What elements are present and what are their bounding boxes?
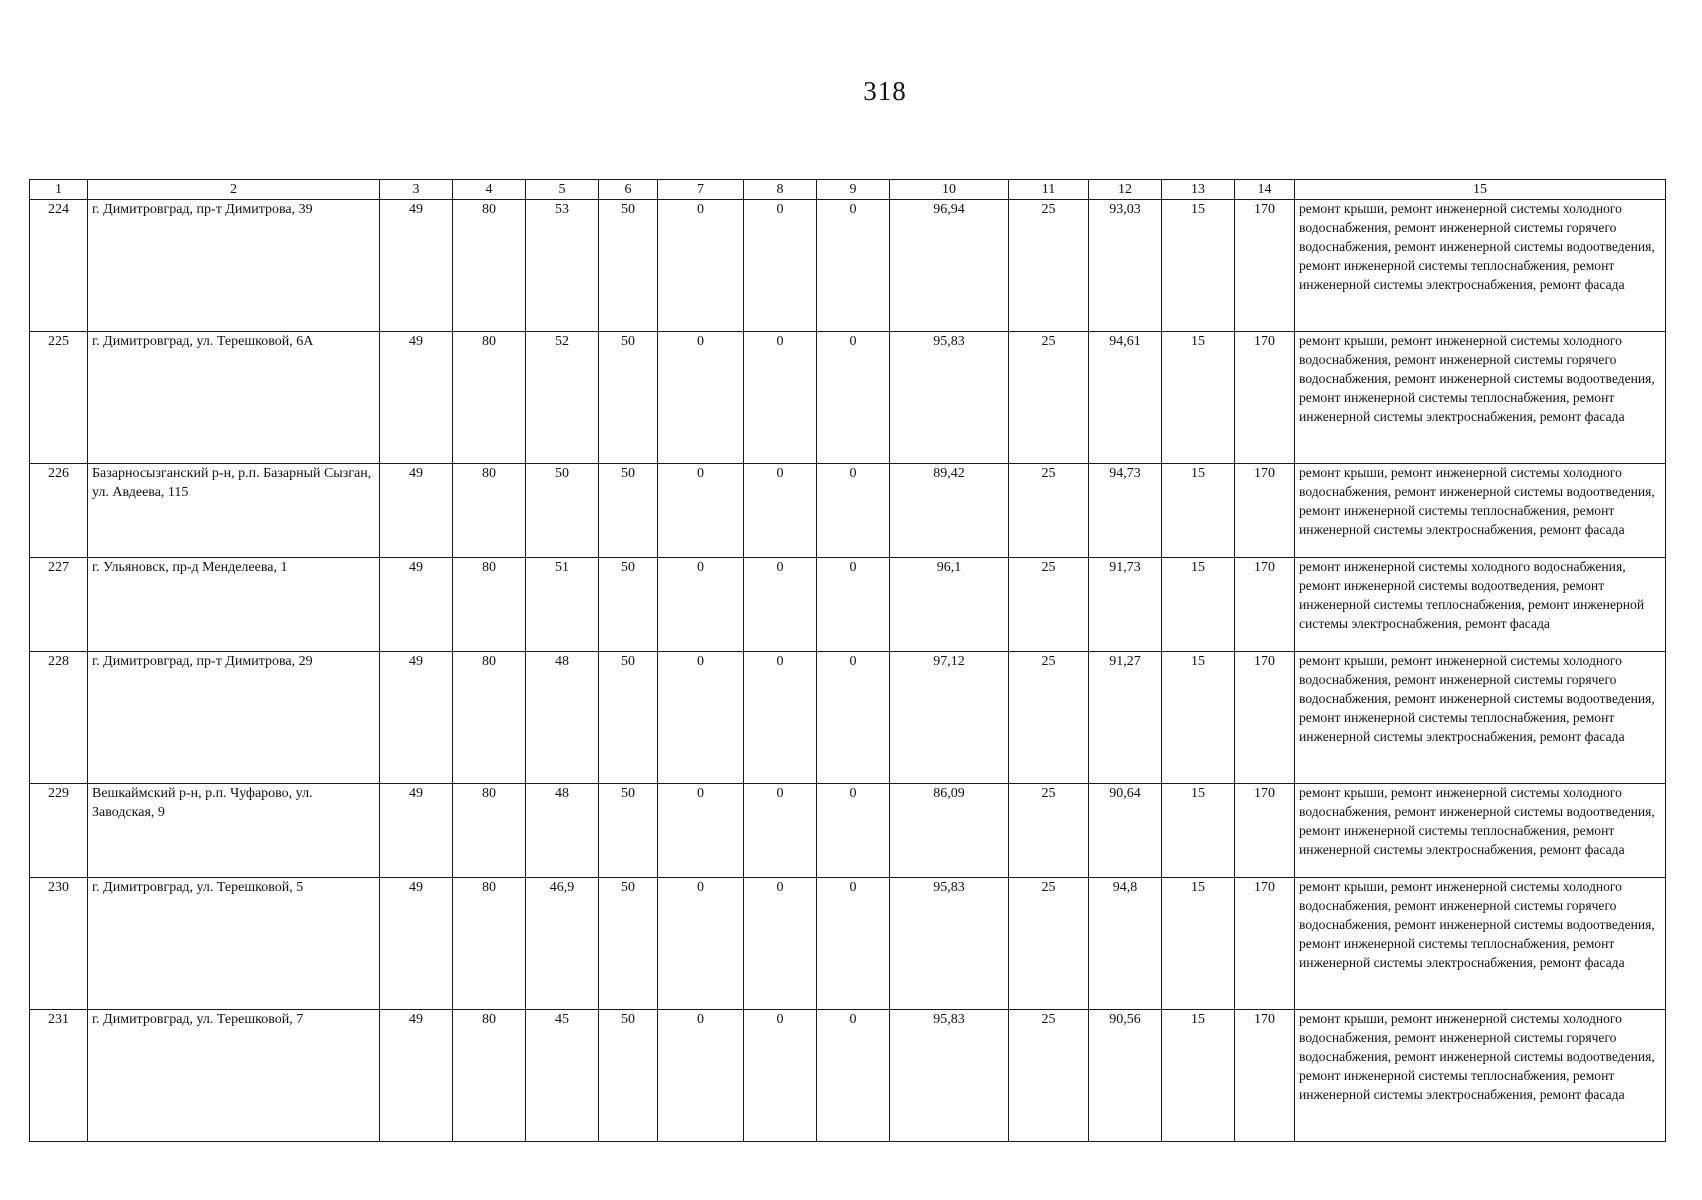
value-cell: 25 <box>1009 652 1089 784</box>
column-header: 15 <box>1295 180 1666 200</box>
value-cell: 50 <box>599 332 658 464</box>
value-cell: 0 <box>744 464 817 558</box>
column-header: 3 <box>380 180 453 200</box>
column-header: 5 <box>526 180 599 200</box>
value-cell: 25 <box>1009 332 1089 464</box>
value-cell: 170 <box>1235 558 1295 652</box>
row-number: 231 <box>30 1010 88 1142</box>
value-cell: 0 <box>744 332 817 464</box>
value-cell: 80 <box>453 200 526 332</box>
address-cell: г. Димитровград, ул. Терешковой, 6А <box>88 332 380 464</box>
value-cell: 170 <box>1235 1010 1295 1142</box>
value-cell: 15 <box>1162 878 1235 1010</box>
row-number: 227 <box>30 558 88 652</box>
value-cell: 170 <box>1235 878 1295 1010</box>
value-cell: 0 <box>744 200 817 332</box>
value-cell: 50 <box>599 1010 658 1142</box>
value-cell: 80 <box>453 878 526 1010</box>
value-cell: 0 <box>744 558 817 652</box>
value-cell: 50 <box>599 558 658 652</box>
value-cell: 15 <box>1162 1010 1235 1142</box>
works-cell: ремонт крыши, ремонт инженерной системы холодного водоснабжения, ремонт инженерной системы водоотведения, ремонт инженерной системы теплоснабжения, ремонт инженерной системы электроснабжения, ремонт фасада <box>1295 784 1666 878</box>
column-header: 9 <box>817 180 890 200</box>
value-cell: 50 <box>599 200 658 332</box>
value-cell: 15 <box>1162 558 1235 652</box>
table-row <box>30 1010 1666 1142</box>
value-cell: 170 <box>1235 332 1295 464</box>
table-row <box>30 200 1666 332</box>
row-number: 230 <box>30 878 88 1010</box>
value-cell: 53 <box>526 200 599 332</box>
works-cell: ремонт крыши, ремонт инженерной системы холодного водоснабжения, ремонт инженерной системы горячего водоснабжения, ремонт инженерной системы водоотведения, ремонт инженерной системы теплоснабжения, ремонт инженерной системы электроснабжения, ремонт фасада <box>1295 878 1666 1010</box>
address-cell: Базарносызганский р-н, р.п. Базарный Сызган, ул. Авдеева, 115 <box>88 464 380 558</box>
value-cell: 96,94 <box>890 200 1009 332</box>
works-cell: ремонт крыши, ремонт инженерной системы холодного водоснабжения, ремонт инженерной системы водоотведения, ремонт инженерной системы теплоснабжения, ремонт инженерной системы электроснабжения, ремонт фасада <box>1295 464 1666 558</box>
row-number: 226 <box>30 464 88 558</box>
value-cell: 49 <box>380 464 453 558</box>
value-cell: 91,27 <box>1089 652 1162 784</box>
value-cell: 97,12 <box>890 652 1009 784</box>
column-header: 2 <box>88 180 380 200</box>
value-cell: 0 <box>744 784 817 878</box>
value-cell: 46,9 <box>526 878 599 1010</box>
table-row <box>30 558 1666 652</box>
value-cell: 95,83 <box>890 878 1009 1010</box>
value-cell: 25 <box>1009 878 1089 1010</box>
value-cell: 15 <box>1162 464 1235 558</box>
value-cell: 50 <box>599 878 658 1010</box>
address-cell: г. Димитровград, пр-т Димитрова, 29 <box>88 652 380 784</box>
value-cell: 170 <box>1235 784 1295 878</box>
table-row <box>30 784 1666 878</box>
value-cell: 96,1 <box>890 558 1009 652</box>
value-cell: 170 <box>1235 464 1295 558</box>
column-header: 10 <box>890 180 1009 200</box>
value-cell: 170 <box>1235 200 1295 332</box>
value-cell: 0 <box>817 558 890 652</box>
value-cell: 86,09 <box>890 784 1009 878</box>
value-cell: 0 <box>817 652 890 784</box>
value-cell: 49 <box>380 652 453 784</box>
value-cell: 94,61 <box>1089 332 1162 464</box>
value-cell: 49 <box>380 878 453 1010</box>
value-cell: 0 <box>658 1010 744 1142</box>
value-cell: 0 <box>817 200 890 332</box>
value-cell: 91,73 <box>1089 558 1162 652</box>
value-cell: 50 <box>526 464 599 558</box>
value-cell: 0 <box>744 878 817 1010</box>
value-cell: 25 <box>1009 464 1089 558</box>
address-cell: г. Димитровград, ул. Терешковой, 7 <box>88 1010 380 1142</box>
column-header: 7 <box>658 180 744 200</box>
value-cell: 0 <box>658 784 744 878</box>
value-cell: 0 <box>817 1010 890 1142</box>
table-row <box>30 332 1666 464</box>
value-cell: 50 <box>599 652 658 784</box>
value-cell: 15 <box>1162 200 1235 332</box>
value-cell: 0 <box>658 200 744 332</box>
value-cell: 25 <box>1009 784 1089 878</box>
column-header: 14 <box>1235 180 1295 200</box>
value-cell: 52 <box>526 332 599 464</box>
table-row <box>30 652 1666 784</box>
value-cell: 0 <box>658 464 744 558</box>
value-cell: 0 <box>817 878 890 1010</box>
value-cell: 90,64 <box>1089 784 1162 878</box>
value-cell: 0 <box>658 558 744 652</box>
value-cell: 80 <box>453 464 526 558</box>
row-number: 228 <box>30 652 88 784</box>
value-cell: 80 <box>453 332 526 464</box>
value-cell: 25 <box>1009 558 1089 652</box>
value-cell: 0 <box>817 332 890 464</box>
value-cell: 80 <box>453 784 526 878</box>
value-cell: 49 <box>380 200 453 332</box>
value-cell: 45 <box>526 1010 599 1142</box>
works-cell: ремонт крыши, ремонт инженерной системы холодного водоснабжения, ремонт инженерной системы горячего водоснабжения, ремонт инженерной системы водоотведения, ремонт инженерной системы теплоснабжения, ремонт инженерной системы электроснабжения, ремонт фасада <box>1295 332 1666 464</box>
value-cell: 25 <box>1009 1010 1089 1142</box>
value-cell: 0 <box>817 464 890 558</box>
value-cell: 48 <box>526 652 599 784</box>
value-cell: 93,03 <box>1089 200 1162 332</box>
value-cell: 80 <box>453 1010 526 1142</box>
value-cell: 49 <box>380 784 453 878</box>
column-header: 11 <box>1009 180 1089 200</box>
works-cell: ремонт крыши, ремонт инженерной системы холодного водоснабжения, ремонт инженерной системы горячего водоснабжения, ремонт инженерной системы водоотведения, ремонт инженерной системы теплоснабжения, ремонт инженерной системы электроснабжения, ремонт фасада <box>1295 1010 1666 1142</box>
value-cell: 50 <box>599 464 658 558</box>
value-cell: 0 <box>817 784 890 878</box>
column-header: 8 <box>744 180 817 200</box>
column-header: 4 <box>453 180 526 200</box>
value-cell: 80 <box>453 558 526 652</box>
value-cell: 51 <box>526 558 599 652</box>
value-cell: 0 <box>658 878 744 1010</box>
works-cell: ремонт крыши, ремонт инженерной системы холодного водоснабжения, ремонт инженерной системы горячего водоснабжения, ремонт инженерной системы водоотведения, ремонт инженерной системы теплоснабжения, ремонт инженерной системы электроснабжения, ремонт фасада <box>1295 652 1666 784</box>
row-number: 224 <box>30 200 88 332</box>
value-cell: 94,73 <box>1089 464 1162 558</box>
value-cell: 15 <box>1162 784 1235 878</box>
value-cell: 95,83 <box>890 1010 1009 1142</box>
value-cell: 48 <box>526 784 599 878</box>
table-row <box>30 878 1666 1010</box>
value-cell: 90,56 <box>1089 1010 1162 1142</box>
row-number: 225 <box>30 332 88 464</box>
column-header: 6 <box>599 180 658 200</box>
page-number: 318 <box>863 76 907 106</box>
address-cell: Вешкаймский р-н, р.п. Чуфарово, ул. Заводская, 9 <box>88 784 380 878</box>
value-cell: 80 <box>453 652 526 784</box>
value-cell: 89,42 <box>890 464 1009 558</box>
value-cell: 0 <box>658 332 744 464</box>
value-cell: 15 <box>1162 332 1235 464</box>
value-cell: 50 <box>599 784 658 878</box>
value-cell: 0 <box>658 652 744 784</box>
address-cell: г. Димитровград, пр-т Димитрова, 39 <box>88 200 380 332</box>
column-header: 12 <box>1089 180 1162 200</box>
column-header: 13 <box>1162 180 1235 200</box>
column-header: 1 <box>30 180 88 200</box>
value-cell: 49 <box>380 1010 453 1142</box>
value-cell: 25 <box>1009 200 1089 332</box>
address-cell: г. Димитровград, ул. Терешковой, 5 <box>88 878 380 1010</box>
value-cell: 95,83 <box>890 332 1009 464</box>
address-cell: г. Ульяновск, пр-д Менделеева, 1 <box>88 558 380 652</box>
value-cell: 94,8 <box>1089 878 1162 1010</box>
value-cell: 0 <box>744 1010 817 1142</box>
value-cell: 15 <box>1162 652 1235 784</box>
header-row <box>30 180 1666 200</box>
program-table <box>29 179 1666 1142</box>
row-number: 229 <box>30 784 88 878</box>
works-cell: ремонт инженерной системы холодного водоснабжения, ремонт инженерной системы водоотведения, ремонт инженерной системы теплоснабжения, ремонт инженерной системы электроснабжения, ремонт фасада <box>1295 558 1666 652</box>
table-row <box>30 464 1666 558</box>
value-cell: 170 <box>1235 652 1295 784</box>
value-cell: 49 <box>380 558 453 652</box>
works-cell: ремонт крыши, ремонт инженерной системы холодного водоснабжения, ремонт инженерной системы горячего водоснабжения, ремонт инженерной системы водоотведения, ремонт инженерной системы теплоснабжения, ремонт инженерной системы электроснабжения, ремонт фасада <box>1295 200 1666 332</box>
value-cell: 49 <box>380 332 453 464</box>
value-cell: 0 <box>744 652 817 784</box>
